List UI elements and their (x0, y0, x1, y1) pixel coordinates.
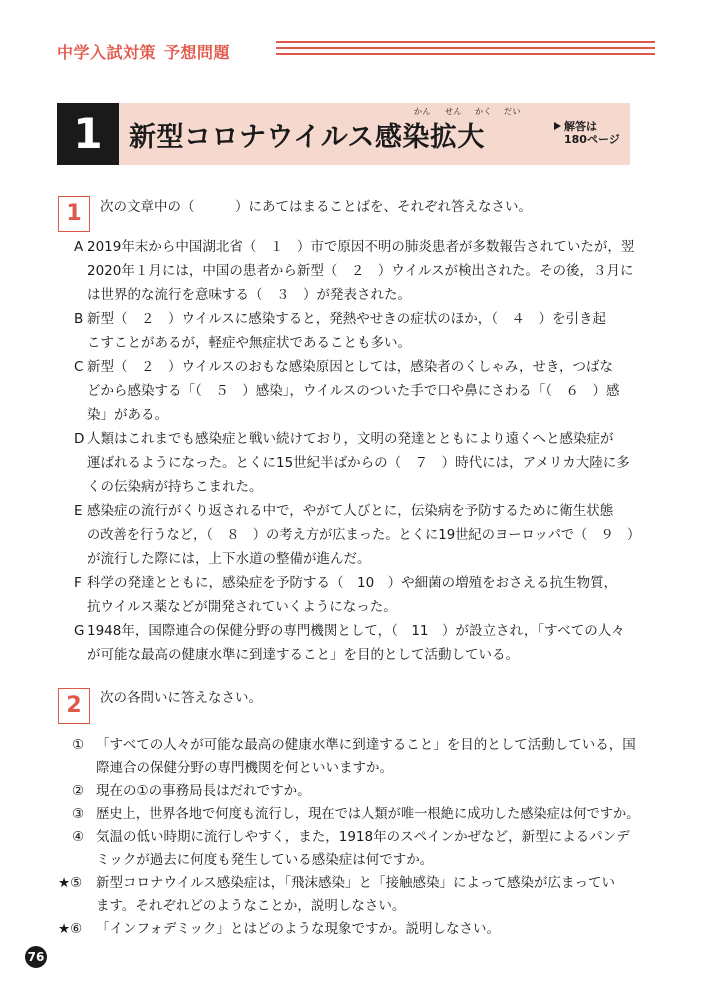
paragraph-line: 抗ウイルス薬などが開発されていくようになった。 (87, 599, 397, 615)
section-2-number: 2 (58, 688, 90, 724)
question-label: ② (72, 783, 85, 799)
question-line: 気温の低い時期に流行しやすく，また，1918年のスペインかぜなど，新型によるパンデ (96, 829, 630, 845)
paragraph-line: 新型（ ２ ）ウイルスのおもな感染原因としては，感染者のくしゃみ，せき，つばな (87, 359, 613, 375)
question-line: 「インフォデミック」とはどのような現象ですか。説明しなさい。 (96, 921, 501, 937)
question-label: ★⑤ (58, 875, 83, 891)
paragraph-line: くの伝染病が持ちこまれた。 (87, 479, 263, 495)
answer-reference (554, 120, 620, 146)
answer-ref-line2: 180ページ (564, 133, 620, 146)
paragraph-line: 1948年，国際連合の保健分野の専門機関として，（ 11 ）が設立され，「すべての人々 (87, 623, 625, 639)
paragraph-label: D (74, 431, 85, 447)
paragraph-line: 運ばれるようになった。とくに15世紀半ばからの（ ７ ）時代には，アメリカ大陸に多 (87, 455, 630, 471)
paragraph-label: C (74, 359, 84, 375)
paragraph-line: 科学の発達とともに，感染症を予防する（ 10 ）や細菌の増殖をおさえる抗生物質， (87, 575, 618, 591)
paragraph-line: 感染症の流行がくり返される中で，やがて人びとに，伝染病を予防するために衛生状態 (87, 503, 614, 519)
question-label: ★⑥ (58, 921, 83, 937)
question-label: ① (72, 737, 85, 753)
header-rule (276, 41, 655, 63)
question-label: ③ (72, 806, 85, 822)
paragraph-line: 2019年末から中国湖北省（ １ ）市で原因不明の肺炎患者が多数報告されていたが，翌 (87, 239, 635, 255)
section-1-instruction: 次の文章中の（ ）にあてはまることばを、それぞれ答えなさい。 (100, 199, 532, 215)
chapter-title (129, 107, 521, 154)
paragraph-line: が流行した際には，上下水道の整備が進んだ。 (87, 551, 371, 567)
paragraph-label: E (74, 503, 83, 519)
paragraph-label: B (74, 311, 84, 327)
section-2-instruction: 次の各問いに答えなさい。 (100, 690, 262, 706)
paragraph-line: 新型（ ２ ）ウイルスに感染すると，発熱やせきの症状のほか，（ ４ ）を引き起 (87, 311, 606, 327)
ruby-dai: だい (504, 107, 521, 116)
question-line: 「すべての人々が可能な最高の健康水準に到達すること」を目的として活動している，国 (96, 737, 636, 753)
paragraph-line: 染」がある。 (87, 407, 168, 423)
question-line: 歴史上，世界各地で何度も流行し，現在では人類が唯一根絶に成功した感染症は何ですか。 (96, 806, 640, 822)
question-line: 際連合の保健分野の専門機関を何といいますか。 (96, 760, 393, 776)
question-line: ます。それぞれどのようなことか，説明しなさい。 (96, 898, 406, 914)
paragraph-label: G (74, 623, 85, 639)
question-line: 現在の①の事務局長はだれですか。 (96, 783, 311, 799)
ruby-sen: せん (445, 107, 462, 116)
page-number: 76 (25, 946, 47, 968)
question-label: ④ (72, 829, 85, 845)
series-label: 予想問題 (164, 43, 231, 62)
paragraph-label: A (74, 239, 84, 255)
section-1-number: 1 (58, 196, 90, 232)
paragraph-line: が可能な最高の健康水準に到達すること」を目的として活動している。 (87, 647, 519, 663)
paragraph-line: の改善を行うなど，（ ８ ）の考え方が広まった。とくに19世紀のヨーロッパで（ ９ ） (87, 527, 641, 543)
chapter-title-text: 新型コロナウイルス感染拡大 (129, 122, 485, 153)
answer-ref-line1: 解答は (564, 120, 597, 133)
series-title: 中学入試対策 (57, 43, 157, 62)
paragraph-line: は世界的な流行を意味する（ ３ ）が発表された。 (87, 287, 411, 303)
chapter-number: 1 (57, 103, 119, 165)
chapter-title-box (57, 103, 630, 165)
paragraph-line: どから感染する「（ ５ ）感染」，ウイルスのついた手で口や鼻にさわる「（ ６ ）感 (87, 383, 620, 399)
ruby-kan: かん (414, 107, 431, 116)
ruby-kaku: かく (475, 107, 492, 116)
paragraph-label: F (74, 575, 82, 591)
paragraph-line: 2020年１月には，中国の患者から新型（ ２ ）ウイルスが検出された。その後，３月に (87, 263, 634, 279)
paragraph-line: 人類はこれまでも感染症と戦い続けており，文明の発達とともにより遠くへと感染症が (87, 431, 614, 447)
arrow-right-icon (554, 122, 561, 130)
series-header (57, 40, 230, 63)
question-line: ミックが過去に何度も発生している感染症は何ですか。 (96, 852, 434, 868)
paragraph-line: こすことがあるが，軽症や無症状であることも多い。 (87, 335, 411, 351)
question-line: 新型コロナウイルス感染症は，「飛沫感染」と「接触感染」によって感染が広まってい (96, 875, 615, 891)
